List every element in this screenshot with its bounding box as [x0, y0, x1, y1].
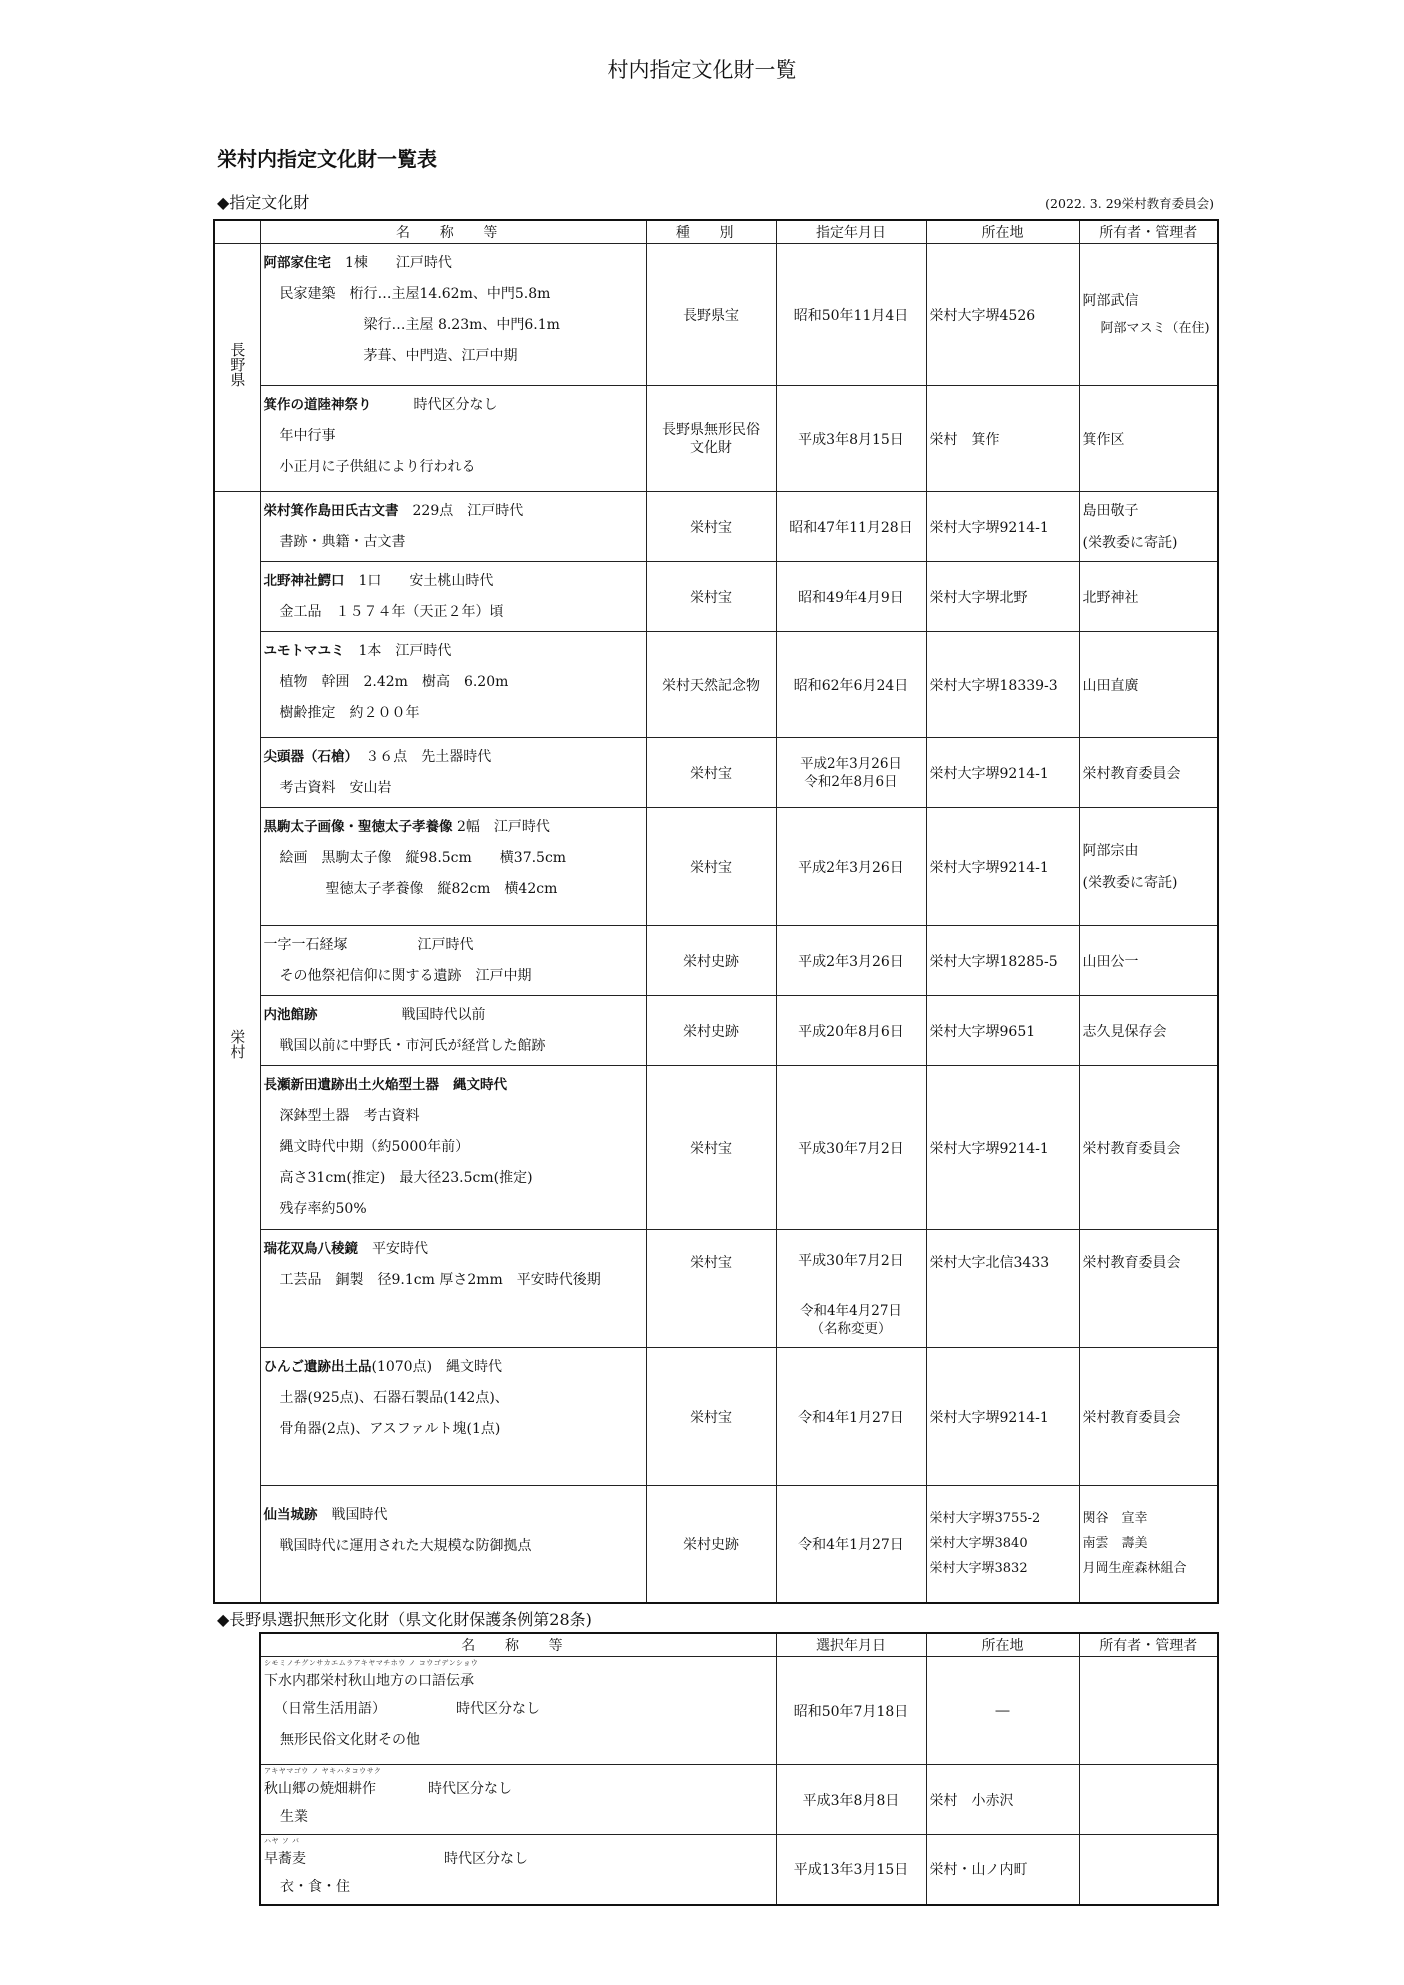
header-date: 指定年月日 — [776, 220, 926, 244]
location-cell: 栄村大字堺3755-2 栄村大字堺3840 栄村大字堺3832 — [926, 1486, 1079, 1603]
header-kind: 種 別 — [646, 220, 776, 244]
date-note: (2022. 3. 29栄村教育委員会) — [1045, 196, 1214, 211]
name-cell: 尖頭器（石槍） ３６点 先土器時代 考古資料 安山岩 — [260, 738, 646, 808]
location-cell: 栄村 箕作 — [926, 386, 1079, 492]
date-cell: 昭和47年11月28日 — [776, 492, 926, 562]
header-location: 所在地 — [926, 1633, 1079, 1657]
name-cell: 栄村箕作島田氏古文書 229点 江戸時代 書跡・典籍・古文書 — [260, 492, 646, 562]
name-cell: 一字一石経塚 江戸時代 その他祭祀信仰に関する遺跡 江戸中期 — [260, 926, 646, 996]
owner-cell: 山田直廣 — [1079, 632, 1218, 738]
table-row — [214, 1066, 1218, 1230]
header-owner: 所有者・管理者 — [1079, 1633, 1218, 1657]
section2-label: ◆長野県選択無形文化財（県文化財保護条例第28条) — [217, 1610, 592, 1629]
table-row — [214, 386, 1218, 492]
table-header-row — [214, 220, 1218, 244]
owner-cell: 栄村教育委員会 — [1079, 1230, 1218, 1348]
page-title: 村内指定文化財一覧 — [607, 58, 797, 82]
owner-cell: 栄村教育委員会 — [1079, 1066, 1218, 1230]
location-cell: 栄村大字堺9214-1 — [926, 808, 1079, 926]
date-cell: 令和4年1月27日 — [776, 1486, 926, 1603]
location-cell: 栄村・山ノ内町 — [926, 1835, 1079, 1905]
date-cell: 平成2年3月26日 — [776, 808, 926, 926]
owner-cell: 北野神社 — [1079, 562, 1218, 632]
date-cell: 平成30年7月2日 令和4年4月27日 （名称変更） — [776, 1230, 926, 1348]
kind-cell: 栄村天然記念物 — [646, 632, 776, 738]
location-cell: 栄村大字堺18285-5 — [926, 926, 1079, 996]
table-header-row — [260, 1633, 1218, 1657]
selected-intangible-table — [259, 1632, 1219, 1906]
date-cell: 昭和62年6月24日 — [776, 632, 926, 738]
kind-cell: 栄村宝 — [646, 1230, 776, 1348]
kind-cell: 栄村史跡 — [646, 996, 776, 1066]
name-cell: 長瀬新田遺跡出土火焔型土器 縄文時代 深鉢型土器 考古資料 縄文時代中期（約5000年前） 高さ31cm(推定) 最大径23.5cm(推定) 残存率約50% — [260, 1066, 646, 1230]
name-cell: アキヤマゴウ ノ ヤキハタコウサク 秋山郷の焼畑耕作 時代区分なし 生業 — [260, 1765, 776, 1835]
location-cell: 栄村 小赤沢 — [926, 1765, 1079, 1835]
table-row — [214, 244, 1218, 386]
table-row — [214, 808, 1218, 926]
location-cell: 栄村大字北信3433 — [926, 1230, 1079, 1348]
ruby-text: シモミノチグンサカエムラアキヤマチホウ ノ コウゴデンショウ — [264, 1659, 479, 1667]
location-cell: 栄村大字堺9214-1 — [926, 738, 1079, 808]
location-cell: 栄村大字堺北野 — [926, 562, 1079, 632]
name-cell: ユモトマユミ 1本 江戸時代 植物 幹囲 2.42m 樹高 6.20m 樹齢推定 約２００年 — [260, 632, 646, 738]
table-row — [214, 1230, 1218, 1348]
name-cell: 内池館跡 戦国時代以前 戦国以前に中野氏・市河氏が経営した館跡 — [260, 996, 646, 1066]
name-cell: ハヤ ソ バ 早蕎麦 時代区分なし 衣・食・住 — [260, 1835, 776, 1905]
owner-cell: 阿部宗由 (栄教委に寄託) — [1079, 808, 1218, 926]
table-row — [214, 996, 1218, 1066]
table-row — [214, 1486, 1218, 1603]
name-cell: ひんご遺跡出土品(1070点) 縄文時代 土器(925点)、石器石製品(142点)、 骨角器(2点)、アスファルト塊(1点) — [260, 1348, 646, 1486]
kind-cell: 栄村史跡 — [646, 1486, 776, 1603]
location-cell: 栄村大字堺9214-1 — [926, 1348, 1079, 1486]
kind-cell: 栄村宝 — [646, 1066, 776, 1230]
name-cell: 仙当城跡 戦国時代 戦国時代に運用された大規模な防御拠点 — [260, 1486, 646, 1603]
date-cell: 平成13年3月15日 — [776, 1835, 926, 1905]
designated-properties-table — [213, 219, 1219, 1604]
date-cell: 昭和50年11月4日 — [776, 244, 926, 386]
section1-label: ◆指定文化財 — [217, 193, 310, 212]
owner-cell: 関谷 宣幸 南雲 壽美 月岡生産森林組合 — [1079, 1486, 1218, 1603]
table-row — [214, 562, 1218, 632]
name-cell: 黒駒太子画像・聖徳太子孝養像 2幅 江戸時代 絵画 黒駒太子像 縦98.5cm 横37.5cm 聖徳太子孝養像 縦82cm 横42cm — [260, 808, 646, 926]
header-owner: 所有者・管理者 — [1079, 220, 1218, 244]
kind-cell: 栄村宝 — [646, 562, 776, 632]
owner-cell — [1079, 1765, 1218, 1835]
owner-cell: 阿部武信 阿部マスミ（在住) — [1079, 244, 1218, 386]
name-cell: 阿部家住宅 1棟 江戸時代 民家建築 桁行…主屋14.62m、中門5.8m 梁行…主屋 8.23m、中門6.1m 茅葺、中門造、江戸中期 — [260, 244, 646, 386]
table-row — [214, 1348, 1218, 1486]
table-row — [214, 632, 1218, 738]
table-row — [260, 1835, 1218, 1905]
date-cell: 平成2年3月26日 令和2年8月6日 — [776, 738, 926, 808]
owner-cell — [1079, 1835, 1218, 1905]
name-cell: 箕作の道陸神祭り 時代区分なし 年中行事 小正月に子供組により行われる — [260, 386, 646, 492]
date-cell: 平成30年7月2日 — [776, 1066, 926, 1230]
owner-cell — [1079, 1657, 1218, 1765]
group-label-nagano: 長野県 — [214, 244, 260, 492]
date-cell: 令和4年1月27日 — [776, 1348, 926, 1486]
owner-cell: 栄村教育委員会 — [1079, 738, 1218, 808]
owner-cell: 志久見保存会 — [1079, 996, 1218, 1066]
date-cell: 昭和49年4月9日 — [776, 562, 926, 632]
document-title: 栄村内指定文化財一覧表 — [217, 147, 437, 171]
location-cell: 栄村大字堺18339-3 — [926, 632, 1079, 738]
table-row — [214, 926, 1218, 996]
kind-cell: 栄村史跡 — [646, 926, 776, 996]
kind-cell: 栄村宝 — [646, 808, 776, 926]
owner-cell: 栄村教育委員会 — [1079, 1348, 1218, 1486]
location-cell: 栄村大字堺9214-1 — [926, 1066, 1079, 1230]
table-row — [260, 1657, 1218, 1765]
date-cell: 平成3年8月8日 — [776, 1765, 926, 1835]
kind-cell: 長野県宝 — [646, 244, 776, 386]
location-cell: ― — [926, 1657, 1079, 1765]
location-cell: 栄村大字堺9651 — [926, 996, 1079, 1066]
group-label-sakae: 栄村 — [214, 492, 260, 1603]
ruby-text: アキヤマゴウ ノ ヤキハタコウサク — [264, 1767, 382, 1775]
header-name: 名 称 等 — [260, 220, 646, 244]
table-row — [214, 738, 1218, 808]
location-cell: 栄村大字堺9214-1 — [926, 492, 1079, 562]
kind-cell: 栄村宝 — [646, 1348, 776, 1486]
ruby-text: ハヤ ソ バ — [264, 1837, 300, 1845]
header-name: 名 称 等 — [260, 1633, 776, 1657]
date-cell: 昭和50年7月18日 — [776, 1657, 926, 1765]
kind-cell: 栄村宝 — [646, 492, 776, 562]
header-date: 選択年月日 — [776, 1633, 926, 1657]
date-cell: 平成2年3月26日 — [776, 926, 926, 996]
name-cell: 瑞花双鳥八稜鏡 平安時代 工芸品 銅製 径9.1cm 厚さ2mm 平安時代後期 — [260, 1230, 646, 1348]
table-row — [260, 1765, 1218, 1835]
date-cell: 平成3年8月15日 — [776, 386, 926, 492]
table-row — [214, 492, 1218, 562]
owner-cell: 山田公一 — [1079, 926, 1218, 996]
kind-cell: 栄村宝 — [646, 738, 776, 808]
date-cell: 平成20年8月6日 — [776, 996, 926, 1066]
owner-cell: 箕作区 — [1079, 386, 1218, 492]
name-cell: 北野神社鰐口 1口 安土桃山時代 金工品 １５７４年（天正２年）頃 — [260, 562, 646, 632]
name-cell: シモミノチグンサカエムラアキヤマチホウ ノ コウゴデンショウ 下水内郡栄村秋山地方の口語伝承 （日常生活用語） 時代区分なし 無形民俗文化財その他 — [260, 1657, 776, 1765]
header-location: 所在地 — [926, 220, 1079, 244]
kind-cell: 長野県無形民俗 文化財 — [646, 386, 776, 492]
location-cell: 栄村大字堺4526 — [926, 244, 1079, 386]
owner-cell: 島田敬子 (栄教委に寄託) — [1079, 492, 1218, 562]
